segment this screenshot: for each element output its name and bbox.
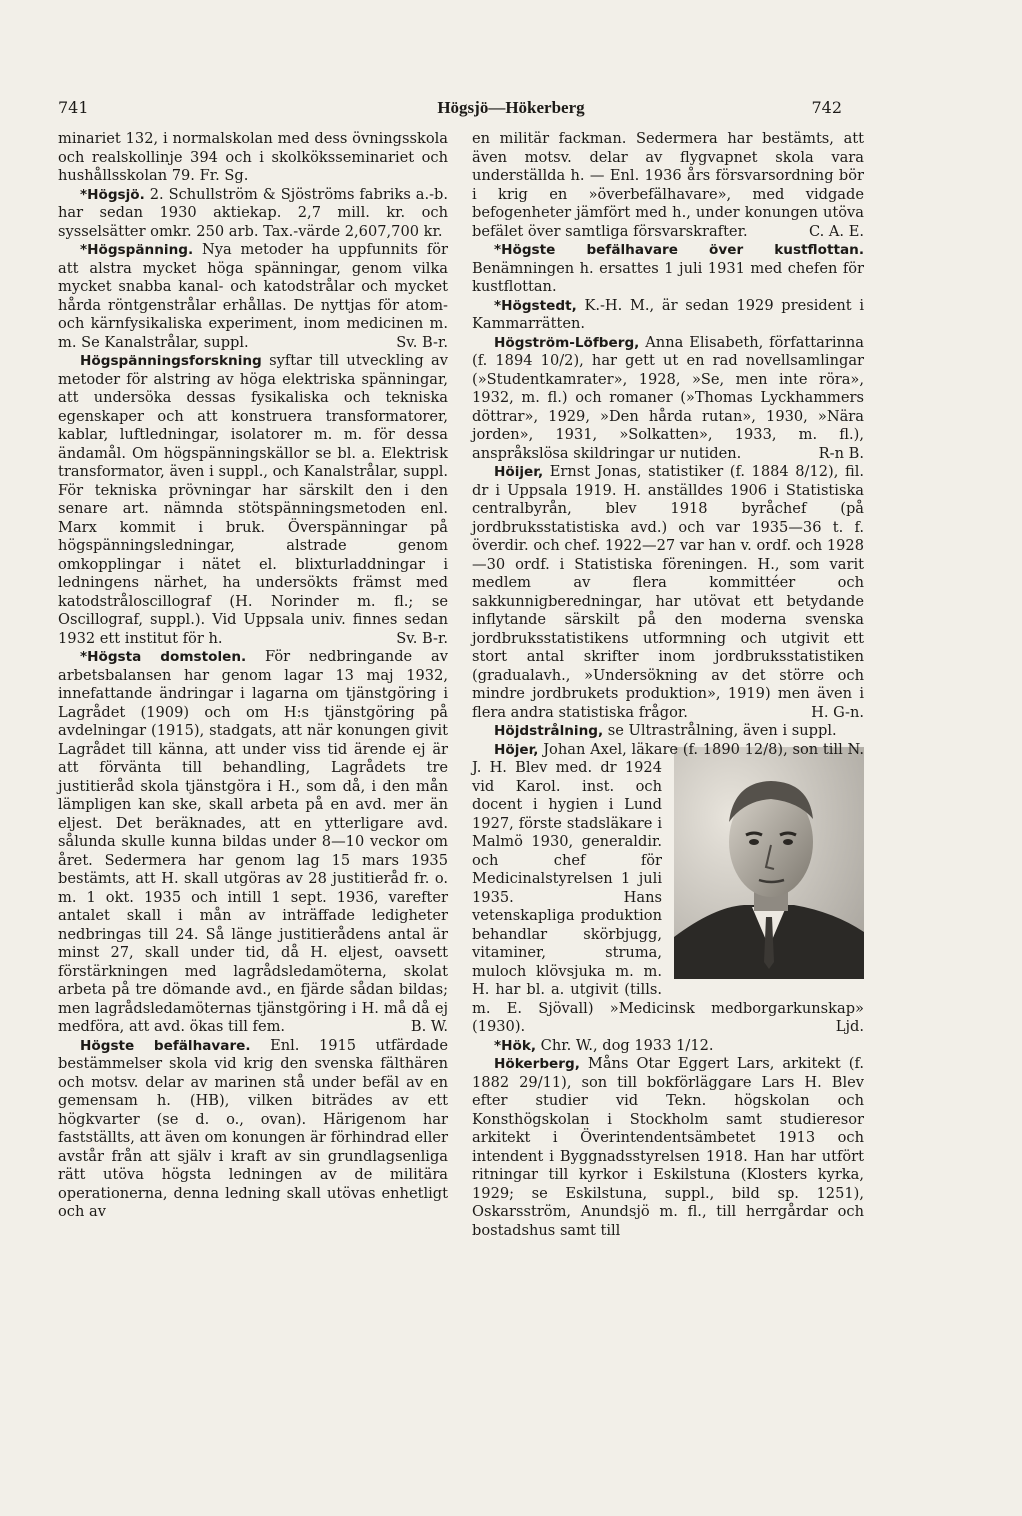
right-entry (472, 1037, 864, 1056)
left-entry (58, 352, 448, 648)
entry-headword: Höjdstrålning, (494, 723, 604, 739)
entry-text: se Ultrastrålning, även i suppl. (603, 722, 837, 739)
entry-headword: *Högspänning. (80, 242, 194, 258)
right-entry (472, 130, 864, 241)
right-entry (472, 334, 864, 464)
author-signature: Sv. B-r. (396, 629, 448, 647)
entry-text: Måns Otar Eggert Lars, arkitekt (f. 1882 29/11), son till bokförläggare Lars H. Blev efter studier vid Tekn. högskolan och Konsthögskolan i Stockholm samt studieresor arkitekt i Överintendentsämbetet 1913 och intendent i Byggnadsstyrelsen 1918. Han har utfört ritningar till kyrkor i Eskilstuna (Klosters kyrka, 1929; se Eskilstuna, suppl., bild sp. 1251), Oskarsström, Anundsjö m. fl., till herrgårdar och bostadshus samt till (472, 1055, 864, 1239)
right-entry (472, 722, 864, 741)
right-column (472, 130, 864, 1240)
entry-headword: Högspänningsforskning (80, 353, 262, 369)
entry-headword: Högström-Löfberg, (494, 334, 640, 351)
left-entry (58, 1037, 448, 1222)
right-entry (472, 1055, 864, 1240)
left-entry (58, 130, 448, 186)
entry-text: Nya metoder ha uppfunnits för att alstra mycket höga spänningar, genom vilka mycket snabba kanal- och katodstrålar och mycket hårda röntgenstrålar erhållas. De nyttjas för atom- och kärnfysikaliska experiment, inom medicinen m. m. Se Kanalstrålar, suppl. (58, 241, 448, 351)
entry-text: Johan Axel, läkare (f. 1890 12/8), son till N. J. H. Blev med. dr 1924 vid Karol. inst. och docent i hygien i Lund 1927, förste stadsläkare i Malmö 1930, generaldir. och chef för Medicinalstyrelsen 1 juli 1935. Hans vetenskapliga produktion behandlar skörbjugg, vitaminer, struma, muloch klövsjuka m. m. H. har bl. a. utgivit (tills. m. E. Sjövall) »Medicinsk medborgarkunskap» (1930). (472, 740, 864, 1035)
entry-text: Enl. 1915 utfärdade bestämmelser skola vid krig den svenska fälthären och motsv. delar av marinen stå under befäl av en gemensam h. (HB), vilken biträdes av ett högkvarter (se d. o., ovan). Härigenom har fastställts, att även om konungen är förhindrad eller avstår från att själv i kraft av sin grundlagsenliga rätt utöva högsta ledningen av de militära operationerna, denna ledning skall utövas enhetligt och av (58, 1036, 448, 1220)
right-entry (472, 241, 864, 297)
entry-headword: Höjer, (494, 741, 539, 758)
entry-text: Anna Elisabeth, författarinna (f. 1894 10/2), har gett ut en rad novellsamlingar (»Studentkamrater», 1928, »Se, men inte röra», 1932, m. fl.) och romaner (»Thomas Lyckhammers döttrar», 1929, »Den hårda rutan», 1930, »Nära jorden», 1931, »Solkatten», 1933, m. fl.), anspråkslösa skildringar ur nutiden. (472, 333, 864, 462)
author-signature: R-n B. (818, 444, 864, 462)
portrait-photo (668, 747, 864, 979)
left-entry (58, 186, 448, 242)
entry-headword: *Högste befälhavare över kustflottan. (494, 242, 864, 258)
left-entry (58, 241, 448, 352)
entry-headword: Hökerberg, (494, 1056, 580, 1072)
page-number-right: 742 (811, 98, 842, 117)
entry-text: syftar till utveckling av metoder för alstring av höga elektriska spänningar, att undersöka dessas fysikaliska och tekniska egenskaper och att konstruera transformatorer, kablar, luftledningar, isolatorer m. m. för dessa ändamål. Om högspänningskällor se bl. a. Elektrisk transformator, även i suppl., och Kanalstrålar, suppl. För tekniska prövningar har särskilt den i den senare art. nämnda stötspänningsmetoden enl. Marx kommit i bruk. Överspänningar på högspänningsledningar, alstrade genom omkopplingar i nätet el. blixturladdningar i ledningens närhet, ha undersökts främst med katodstråloscillograf (H. Norinder m. fl.; se Oscillograf, suppl.). Vid Uppsala univ. finnes sedan 1932 ett institut för h. (58, 352, 448, 647)
entry-text: K.-H. M., är sedan 1929 president i Kammarrätten. (472, 296, 864, 332)
entry-text: Ernst Jonas, statistiker (f. 1884 8/12), fil. dr i Uppsala 1919. H. anställdes 1906 i Statistiska centralbyrån, blev 1918 byråchef (på jordbruksstatistiska avd.) och var 1935—36 t. f. överdir. och chef. 1922—27 var han v. ordf. och 1928—30 ordf. i Statistiska föreningen. H., som varit medlem av flera kommittéer och sakkunnigberedningar, har utövat ett betydande inflytande särskilt på den moderna svenska jordbruksstatistikens utformning och utgivit ett stort antal skrifter inom jordbruksstatistiken (gradualavh., »Undersökning av det större och mindre jordbrukets produktion», 1919) men även i flera andra statistiska frågor. (472, 463, 864, 721)
entry-headword: *Högsta domstolen. (80, 649, 247, 665)
entry-text: 2. Schullström & Sjöströms fabriks a.-b. har sedan 1930 aktiekap. 2,7 mill. kr. och sysselsätter omkr. 250 arb. Tax.-värde 2,607,700 kr. (58, 185, 448, 240)
entry-text: en militär fackman. Sedermera har bestämts, att även motsv. delar av flygvapnet skola vara underställda h. — Enl. 1936 års försvarsordning bör i krig en »överbefälhavare», med vidgade befogenheter jämfört med h., under konungen utöva befälet över samtliga försvarskrafter. (472, 130, 864, 240)
entry-headword: *Högsjö. (80, 186, 145, 203)
entry-headword: *Hök, (494, 1037, 537, 1054)
right-entry (472, 297, 864, 334)
entry-text: Chr. W., dog 1933 1/12. (536, 1036, 714, 1054)
author-signature: C. A. E. (808, 222, 864, 240)
author-signature: B. W. (410, 1018, 448, 1035)
running-title: Högsjö—Hökerberg (437, 98, 585, 117)
entry-text: Benämningen h. ersattes 1 juli 1931 med chefen för kustflottan. (472, 259, 864, 295)
author-signature: Sv. B-r. (396, 333, 448, 351)
entry-headword: *Högstedt, (494, 297, 577, 314)
left-entry (58, 648, 448, 1037)
right-entry (472, 741, 864, 1037)
entry-headword: Högste befälhavare. (80, 1037, 251, 1054)
right-entry (472, 463, 864, 722)
author-signature: H. G-n. (811, 703, 864, 721)
author-signature: Ljd. (835, 1018, 864, 1035)
entry-text: minariet 132, i normalskolan med dess övningsskola och realskollinje 394 och i skolköksseminariet och hushållsskolan 79. Fr. Sg. (58, 130, 448, 184)
entry-headword: Höijer, (494, 464, 544, 480)
entry-text: För nedbringande av arbetsbalansen har genom lagar 13 maj 1932, innefattande ändringar i lagarna om tjänstgöring i Lagrådet (1909) och om H:s tjänstgöring på avdelningar (1915), stadgats, att när konungen givit Lagrådet till känna, att under viss tid ärende ej är att förvänta till behandling, Lagrådets tre justitieråd skola tjänstgöra i H., som då, i den mån lämpligen kan ske, skall arbeta på en avd. mer än eljest. Det beräknades, att en ytterligare avd. sålunda skulle kunna bildas under 8—10 veckor om året. Sedermera har genom lag 15 mars 1935 bestämts, att H. skall utgöras av 28 justitieråd fr. o. m. 1 okt. 1935 och intill 1 sept. 1936, varefter antalet skall i mån av inträffade ledigheter nedbringas till 24. Så länge justitierådens antal är minst 27, skall under tid, då H. eljest, oavsett förstärkningen med lagrådsledamöterna, skolat arbeta på tre dömande avd., en fjärde sådan bildas; men lagrådsledamöternas tjänstgöring i H. må då ej medföra, att avd. ökas till fem. (58, 648, 448, 1035)
page-number-left: 741 (58, 98, 89, 117)
left-column (58, 130, 448, 1222)
